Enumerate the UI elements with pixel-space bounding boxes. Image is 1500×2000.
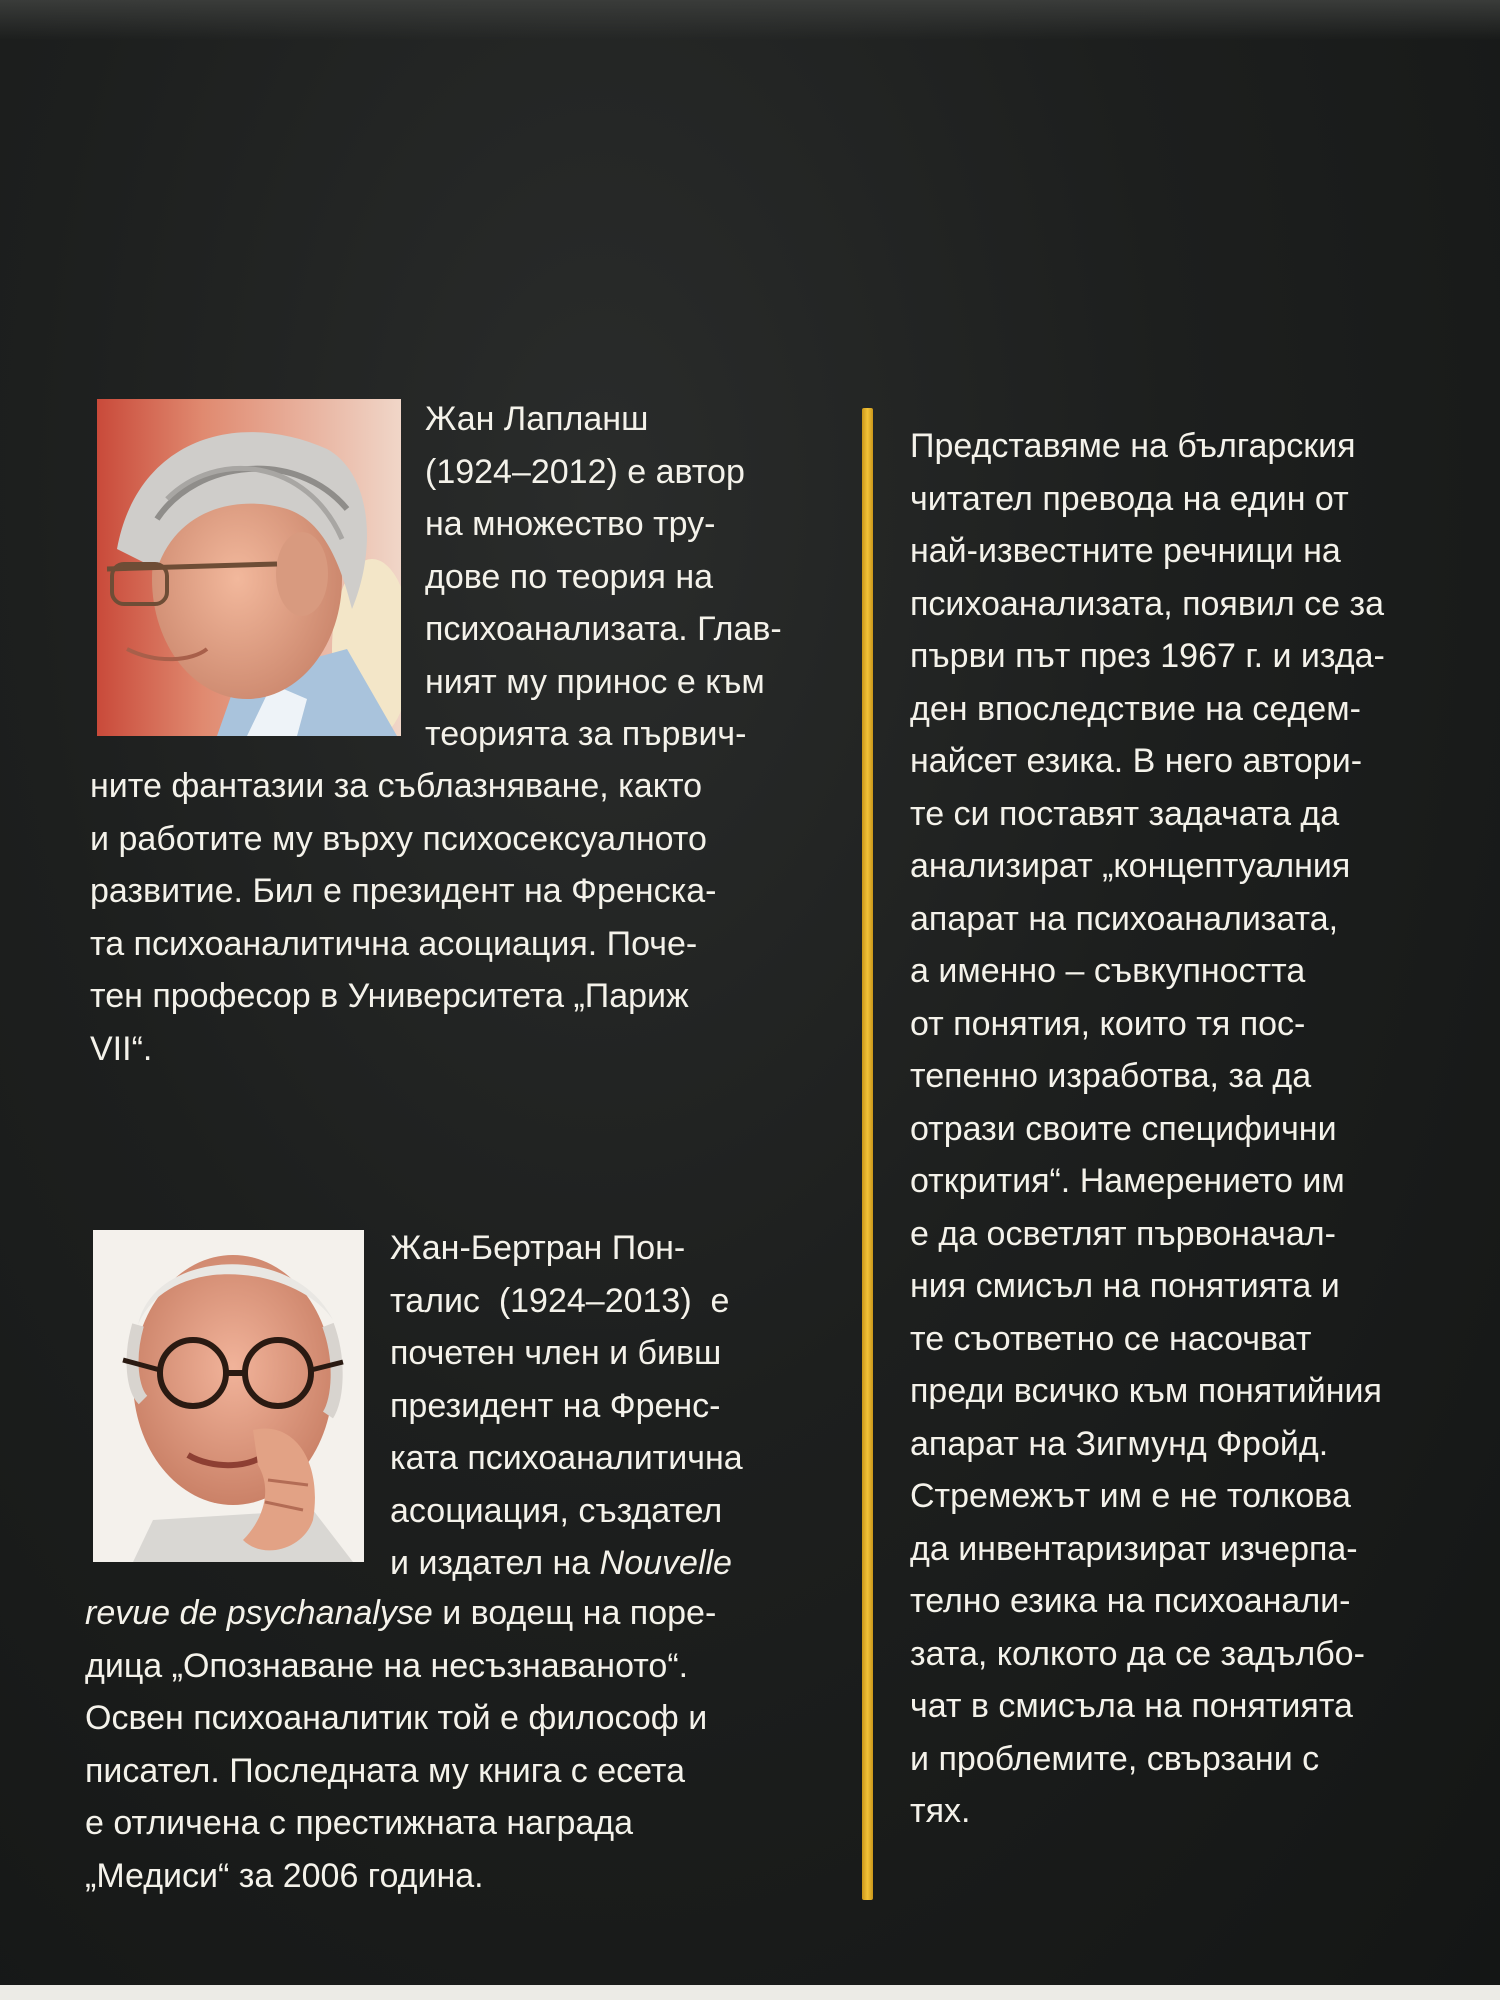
journal-title-part2: revue de psychanalyse [85, 1594, 433, 1632]
bio-line: е отличена с престижната награда [85, 1804, 634, 1842]
book-description [910, 420, 1470, 1838]
bio-line: Освен психоаналитик той е философ и [85, 1699, 708, 1737]
description-line: да инвентаризират изчерпа- [910, 1529, 1358, 1568]
description-line: апарат на психоанализата, [910, 899, 1339, 938]
description-line: чат в смисъла на понятията [910, 1687, 1353, 1725]
bio-line: (1924–2012) е автор [425, 452, 745, 491]
description-line: е да осветлят първоначал- [910, 1214, 1336, 1253]
cover-top-edge [0, 0, 1500, 40]
description-line: и проблемите, свързани с [910, 1739, 1320, 1778]
laplanche-bio-continued [90, 760, 850, 1075]
description-line: апарат на Зигмунд Фройд. [910, 1424, 1329, 1463]
bio-line: теорията за първич- [425, 715, 747, 753]
bio-line: почетен член и бивш [390, 1334, 722, 1372]
description-line: отрази своите специфични [910, 1109, 1337, 1148]
description-line: анализират „концептуалния [910, 847, 1351, 885]
description-line: зата, колкото да се задълбо- [910, 1634, 1365, 1673]
description-line: ния смисъл на понятията и [910, 1267, 1340, 1305]
bio-line-text: и издател на [390, 1544, 600, 1582]
bio-line: писател. Последната му книга с есета [85, 1751, 686, 1790]
description-line: те съответно се насочват [910, 1319, 1312, 1358]
bio-line: та психоаналитична асоциация. Поче- [90, 924, 698, 963]
gold-divider-line [862, 408, 873, 1900]
pontalis-portrait [93, 1230, 364, 1562]
description-line: открития“. Намерението им [910, 1162, 1345, 1200]
description-line: психоанализата, появил се за [910, 584, 1385, 623]
bio-line-with-journal [85, 1587, 845, 1640]
bio-line: Жан-Бертран Пон- [390, 1229, 686, 1267]
description-line: найсет езика. В него автори- [910, 742, 1363, 780]
description-line: преди всичко към понятийния [910, 1372, 1382, 1410]
description-line: Стремежът им е не толкова [910, 1477, 1351, 1515]
bio-line: ният му принос е към [425, 662, 765, 701]
bio-line: VII“. [90, 1029, 153, 1068]
bio-line: талис (1924–2013) е [390, 1281, 730, 1320]
description-line: те си поставят задачата да [910, 794, 1340, 833]
bio-line: развитие. Бил е президент на Френска- [90, 872, 717, 910]
bio-line: ните фантазии за съблазняване, както [90, 767, 703, 805]
bio-line: психоанализата. Глав- [425, 610, 782, 648]
bio-line: дица „Опознаване на несъзнаваното“. [85, 1646, 689, 1685]
description-line: тях. [910, 1792, 971, 1830]
bio-line: ката психоаналитична [390, 1439, 743, 1477]
pontalis-bio-intro [390, 1222, 810, 1590]
bio-line: на множество тру- [425, 505, 716, 543]
bio-line: асоциация, създател [390, 1491, 723, 1530]
bio-line: тен професор в Университета „Париж [90, 977, 689, 1015]
description-line: телно езика на психоанали- [910, 1582, 1351, 1620]
description-line: първи път през 1967 г. и изда- [910, 637, 1385, 675]
description-line: а именно – съвкупността [910, 952, 1306, 990]
description-line: Представяме на българския [910, 427, 1356, 465]
description-line: ден впоследствие на седем- [910, 689, 1361, 728]
description-line: тепенно изработва, за да [910, 1057, 1312, 1095]
description-line: от понятия, които тя пос- [910, 1004, 1306, 1043]
pontalis-bio-continued [85, 1587, 845, 1902]
laplanche-portrait [97, 399, 401, 736]
bio-line: дове по теория на [425, 557, 714, 596]
description-line: читател превода на един от [910, 479, 1349, 518]
bio-line-with-journal [390, 1537, 810, 1590]
laplanche-bio-intro [425, 393, 825, 761]
bio-line: и работите му върху психосексуалното [90, 819, 707, 858]
journal-title-part1: Nouvelle [599, 1544, 732, 1582]
bio-line-text: и водещ на поре- [432, 1594, 717, 1632]
description-line: най-известните речници на [910, 532, 1341, 570]
bio-line: Жан Лапланш [425, 400, 649, 438]
bio-line: „Медиси“ за 2006 година. [85, 1856, 484, 1895]
bio-line: президент на Френс- [390, 1386, 721, 1425]
